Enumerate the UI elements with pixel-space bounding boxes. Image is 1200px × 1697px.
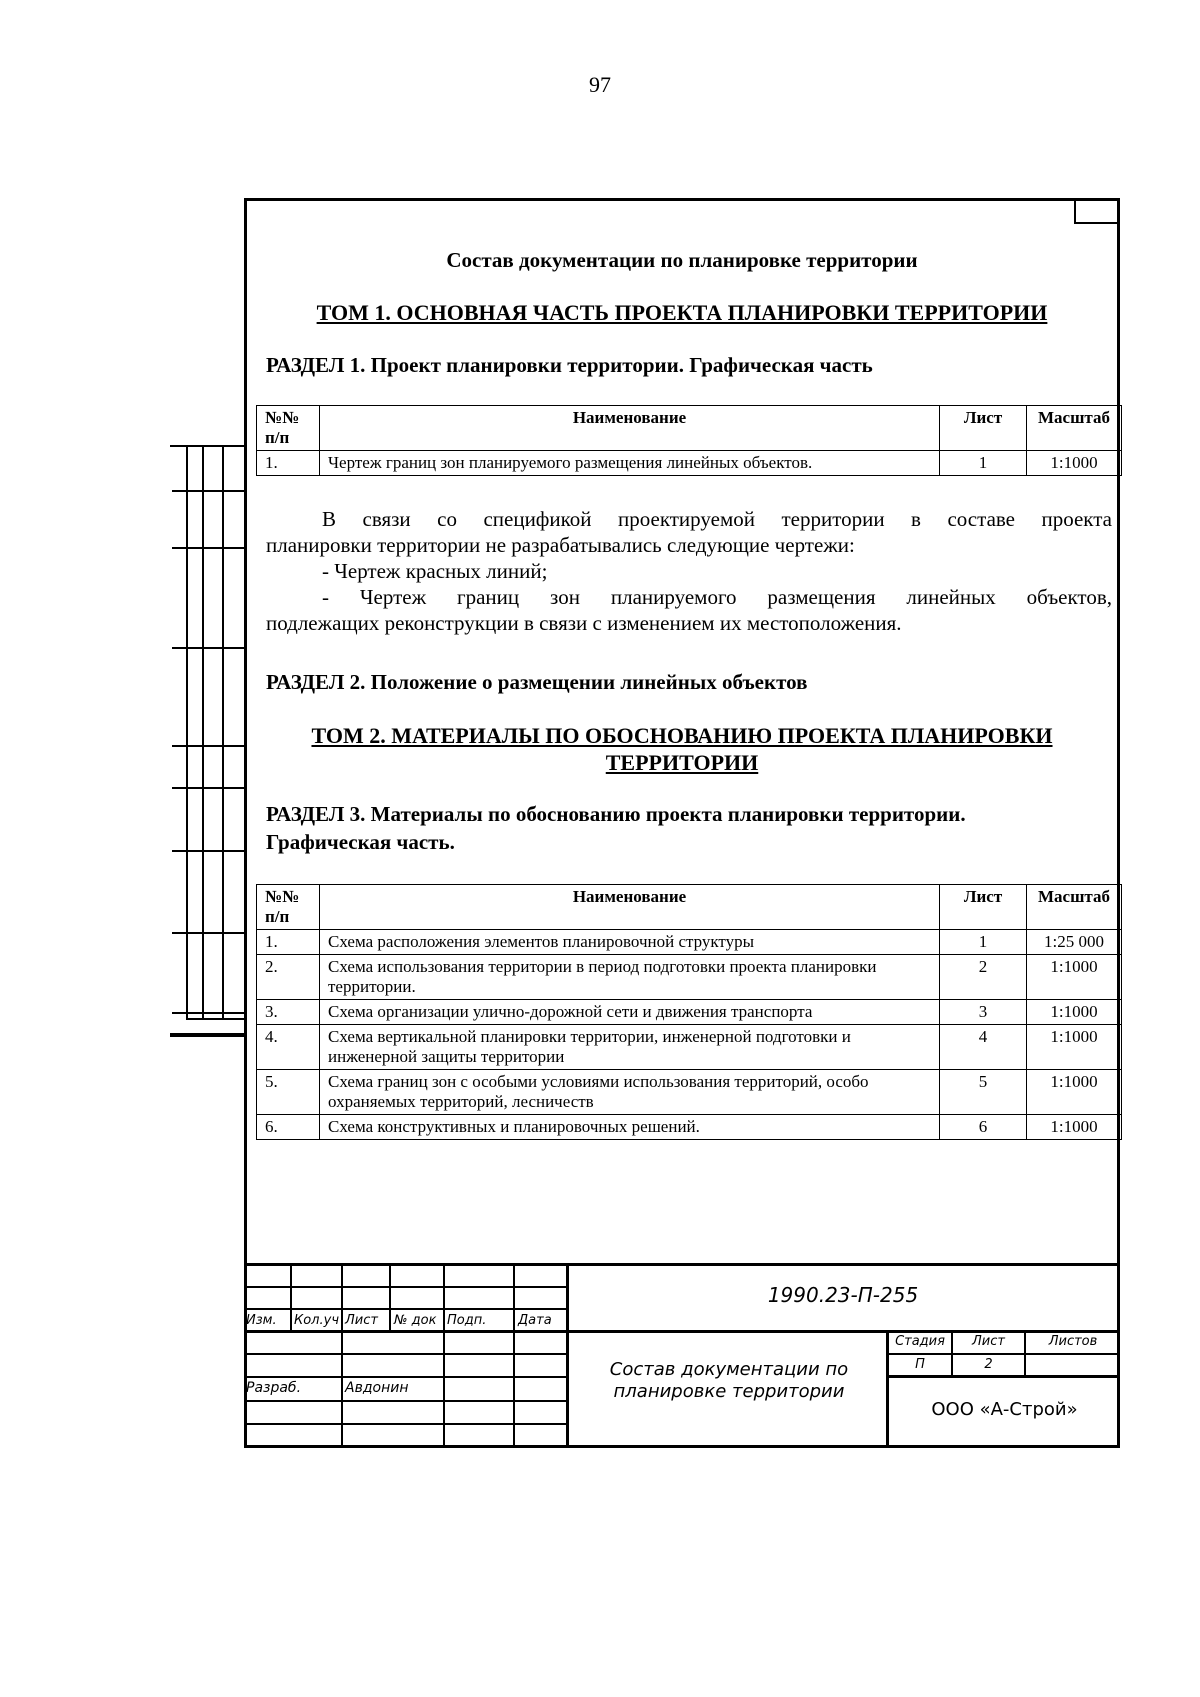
not-developed-paragraph: В связи со спецификой проектируемой территории в составе проекта планировки территории не разрабатывались следующие чертежи: - Чертеж красных линий; - Чертеж границ зон планируемого размещения линейных объектов, подлежащих реконструкции в связи с изменением их местоположения.: [266, 507, 1112, 635]
document-code: 1990.23-П-255: [767, 1283, 919, 1307]
title-block: [244, 1263, 1120, 1448]
table-row: 4. Схема вертикальной планировки территории, инженерной подготовки и инженерной защиты территории 4 1:1000: [257, 1025, 1122, 1070]
section1-table: [256, 405, 1122, 476]
developer-name: Авдонин: [345, 1380, 409, 1396]
section2-heading: РАЗДЕЛ 2. Положение о размещении линейных объектов: [266, 670, 808, 694]
table-row: 3. Схема организации улично-дорожной сети и движения транспорта 3 1:1000: [257, 1000, 1122, 1025]
table-row: 2. Схема использования территории в период подготовки проекта планировки территории. 2 1:1000: [257, 955, 1122, 1000]
binding-strip-bottom: [170, 1033, 244, 1037]
stamp-col-data: Дата: [518, 1313, 552, 1328]
col-header-num: №№ п/п: [257, 885, 320, 930]
section3-table: [256, 884, 1122, 1140]
col-header-name: Наименование: [320, 406, 940, 451]
tom2-heading: ТОМ 2. МАТЕРИАЛЫ ПО ОБОСНОВАНИЮ ПРОЕКТА ПЛАНИРОВКИ ТЕРРИТОРИИ: [311, 723, 1053, 775]
developer-label: Разраб.: [246, 1380, 302, 1396]
stamp-col-list: Лист: [345, 1313, 378, 1328]
sheet-title: Состав документации по планировке территории: [609, 1359, 849, 1402]
company-name: ООО «А-Строй»: [931, 1399, 1078, 1420]
stamp-col-izm: Изм.: [246, 1313, 277, 1328]
col-header-scale: Масштаб: [1027, 885, 1122, 930]
col-header-num: №№ п/п: [257, 406, 320, 451]
stamp-col-ndok: № док: [394, 1313, 437, 1328]
section3-heading: РАЗДЕЛ 3. Материалы по обоснованию проекта планировки территории. Графическая часть.: [266, 802, 966, 854]
stamp-col-podp: Подп.: [447, 1313, 487, 1328]
table-row: 1. Схема расположения элементов планировочной структуры 1 1:25 000: [257, 930, 1122, 955]
table-row: 6. Схема конструктивных и планировочных решений. 6 1:1000: [257, 1115, 1122, 1140]
stage-value: П: [915, 1357, 925, 1372]
col-header-sheet: Лист: [940, 885, 1027, 930]
table-row: 1. Чертеж границ зон планируемого размещения линейных объектов. 1 1:1000: [257, 451, 1122, 476]
col-header-sheet: Лист: [940, 406, 1027, 451]
sheet-value: 2: [984, 1357, 993, 1372]
page-number: 97: [589, 72, 611, 97]
tom1-heading: ТОМ 1. ОСНОВНАЯ ЧАСТЬ ПРОЕКТА ПЛАНИРОВКИ ТЕРРИТОРИИ: [316, 300, 1048, 325]
section1-heading: РАЗДЕЛ 1. Проект планировки территории. Графическая часть: [266, 353, 873, 377]
corner-sheet-box: [1074, 200, 1120, 224]
col-header-name: Наименование: [320, 885, 940, 930]
sheets-label: Листов: [1048, 1334, 1098, 1349]
col-header-scale: Масштаб: [1027, 406, 1122, 451]
binding-strip: [186, 445, 244, 1020]
stage-label: Стадия: [895, 1334, 945, 1349]
stamp-col-koluch: Кол.уч: [294, 1313, 339, 1328]
sheet-label: Лист: [972, 1334, 1005, 1349]
document-title: Состав документации по планировке территории: [446, 248, 918, 272]
table-row: 5. Схема границ зон с особыми условиями использования территорий, особо охраняемых территорий, лесничеств 5 1:1000: [257, 1070, 1122, 1115]
